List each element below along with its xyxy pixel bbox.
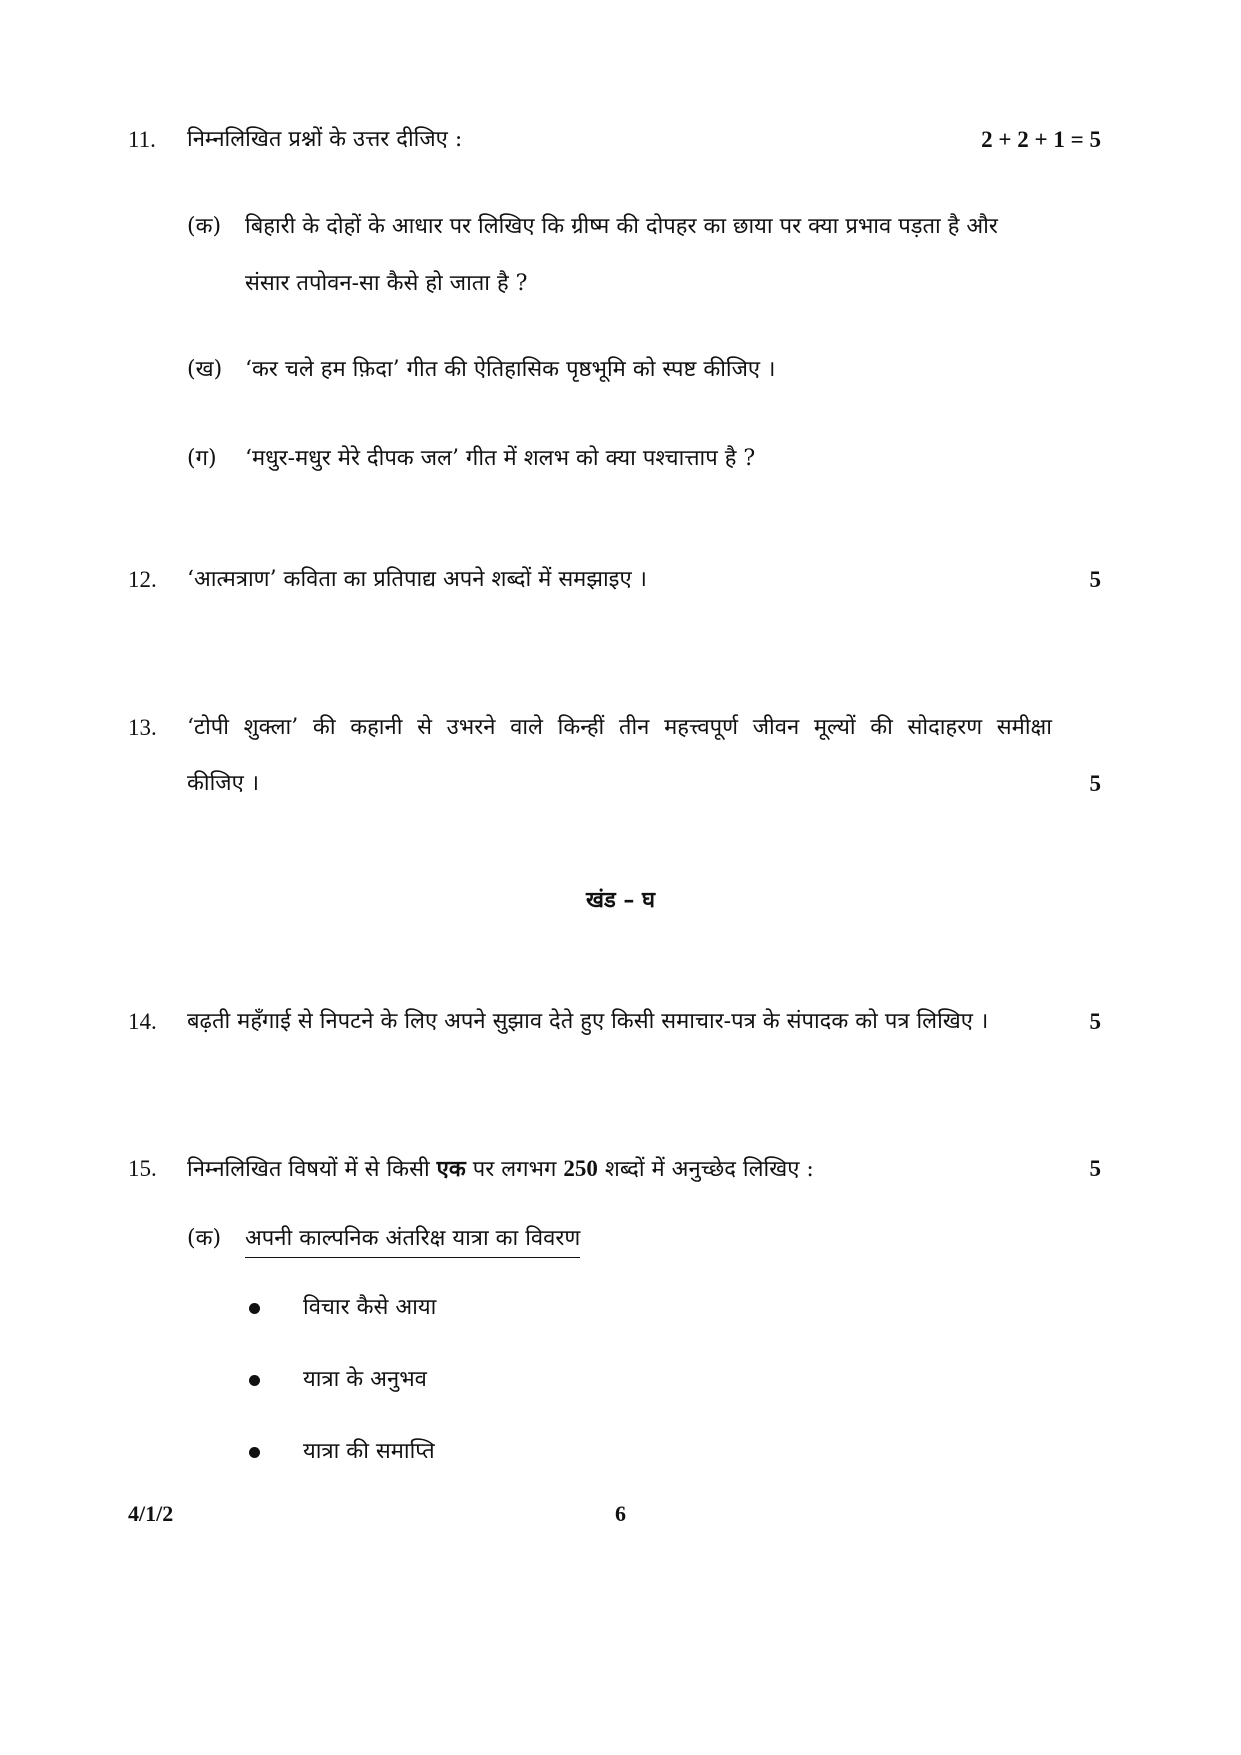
bullet-icon — [249, 1447, 260, 1458]
question-text: कीजिए । — [187, 771, 260, 796]
question-text — [187, 1155, 814, 1184]
question-text: ‘आत्मत्राण’ कविता का प्रतिपाद्य अपने शब्दों में समझाइए । — [187, 567, 647, 592]
bullet-icon — [249, 1375, 260, 1386]
question-number: 13. — [128, 715, 157, 740]
word-count: 250 — [563, 1156, 598, 1181]
part-text: ‘मधुर-मधुर मेरे दीपक जल’ गीत में शलभ को क्या पश्चात्ताप है ? — [245, 446, 756, 471]
question-marks: 5 — [1089, 567, 1101, 592]
page-number: 6 — [615, 1501, 626, 1526]
question-marks: 5 — [1089, 1009, 1101, 1034]
question-text-part: पर लगभग — [472, 1157, 557, 1182]
list-item: विचार कैसे आया — [303, 1295, 437, 1320]
part-text: ‘कर चले हम फ़िदा’ गीत की ऐतिहासिक पृष्ठभूमि को स्पष्ट कीजिए । — [245, 357, 776, 382]
section-heading: खंड – घ — [585, 887, 656, 913]
option-label: (क) — [187, 1226, 222, 1251]
question-number: 12. — [128, 567, 157, 592]
bullet-icon — [249, 1303, 260, 1314]
question-text: निम्नलिखित प्रश्नों के उत्तर दीजिए : — [187, 127, 463, 152]
question-marks: 5 — [1089, 771, 1101, 796]
option-title: अपनी काल्पनिक अंतरिक्ष यात्रा का विवरण — [245, 1225, 580, 1258]
emphasis-word: एक — [436, 1156, 466, 1182]
part-label: (ग) — [187, 446, 217, 471]
paper-code: 4/1/2 — [128, 1501, 174, 1526]
question-text: ‘टोपी शुक्ला’ की कहानी से उभरने वाले किन्हीं तीन महत्त्वपूर्ण जीवन मूल्यों की सोदाहरण समीक्षा — [187, 715, 1052, 740]
question-number: 11. — [128, 127, 156, 152]
question-text-part: शब्दों में अनुच्छेद लिखिए : — [604, 1157, 814, 1182]
part-text: संसार तपोवन-सा कैसे हो जाता है ? — [245, 271, 528, 296]
question-number: 14. — [128, 1009, 157, 1034]
question-marks: 2 + 2 + 1 = 5 — [981, 127, 1101, 152]
question-marks: 5 — [1089, 1156, 1101, 1181]
part-label: (क) — [187, 214, 222, 239]
question-text-part: निम्नलिखित विषयों में से किसी — [187, 1157, 430, 1182]
question-number: 15. — [128, 1156, 157, 1181]
list-item: यात्रा के अनुभव — [303, 1367, 427, 1392]
part-text: बिहारी के दोहों के आधार पर लिखिए कि ग्रीष्म की दोपहर का छाया पर क्या प्रभाव पड़ता है और — [245, 214, 998, 239]
list-item: यात्रा की समाप्ति — [303, 1439, 435, 1464]
part-label: (ख) — [187, 357, 223, 382]
question-text: बढ़ती महँगाई से निपटने के लिए अपने सुझाव देते हुए किसी समाचार-पत्र के संपादक को पत्र लिखिए । — [187, 1009, 989, 1034]
